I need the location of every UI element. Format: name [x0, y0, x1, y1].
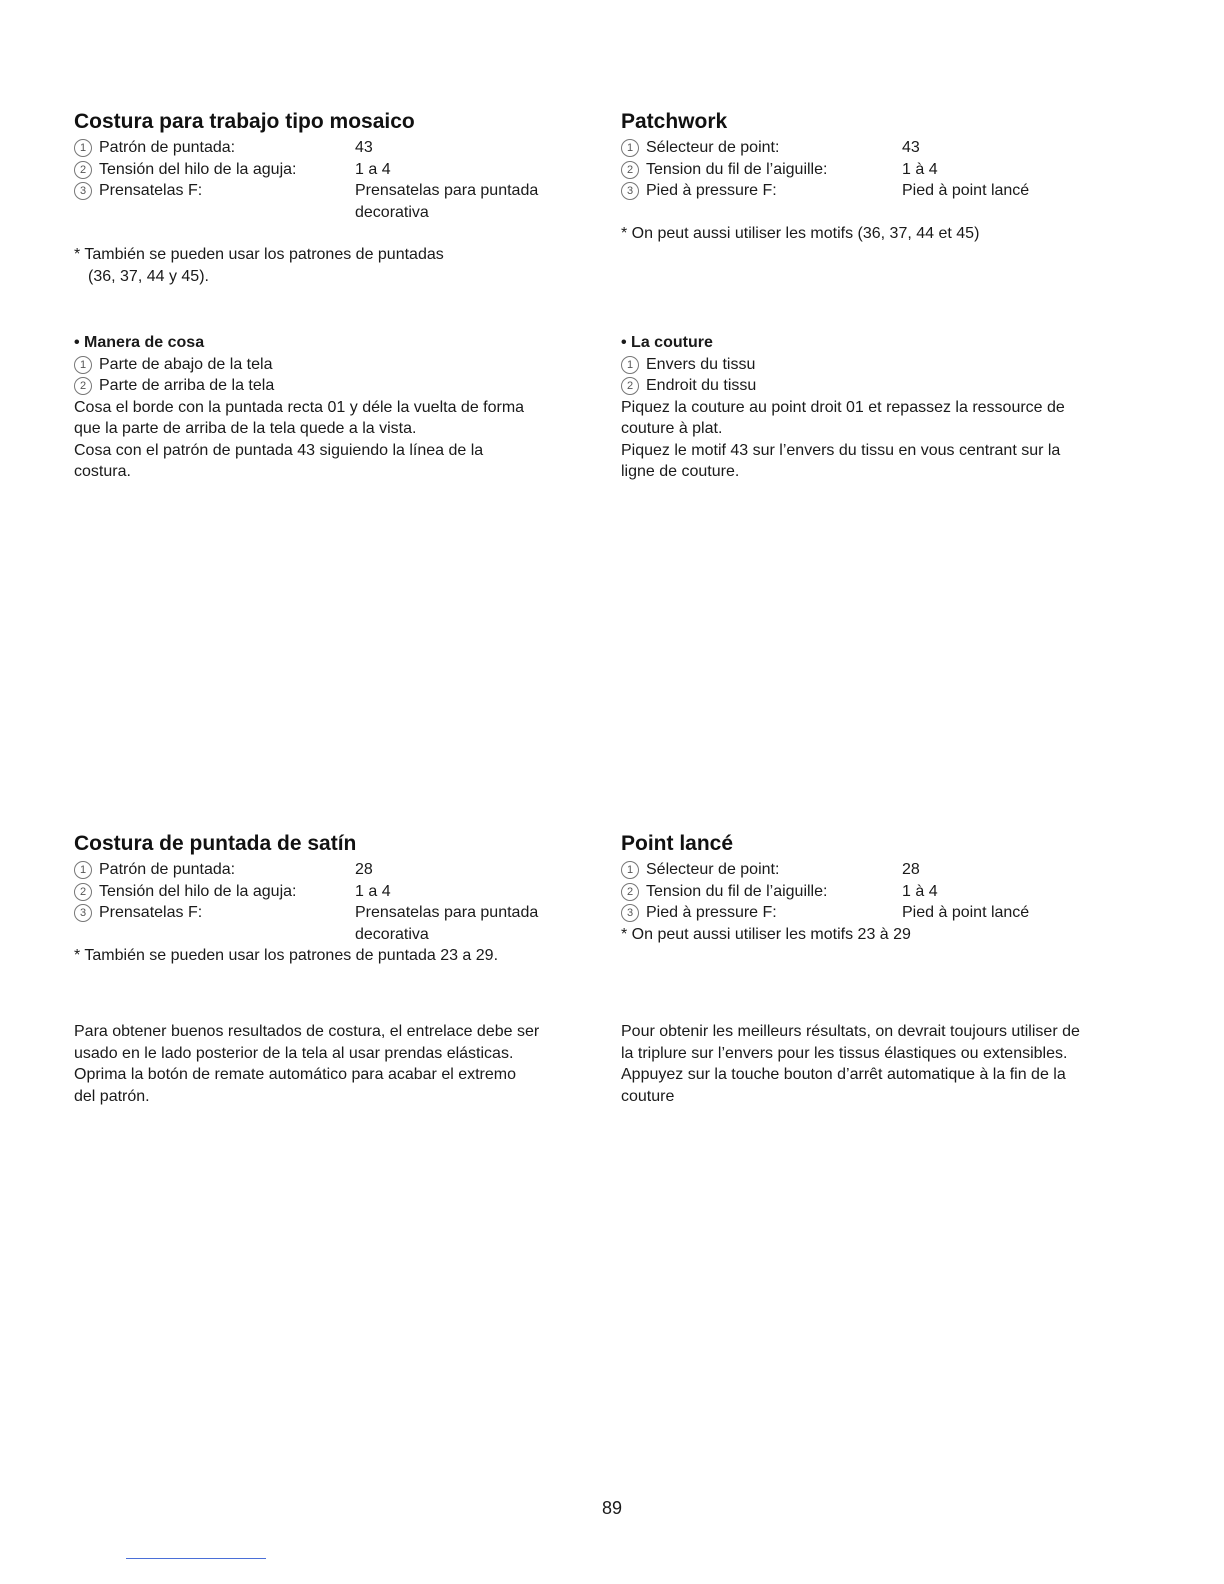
setting-value: 28: [355, 861, 373, 878]
section-manera: [74, 332, 604, 483]
setting-label: Tensión del hilo de la aguja:: [99, 160, 297, 178]
body-line: la triplure sur l’envers pour les tissus élastiques ou extensibles.: [621, 1044, 1068, 1062]
note: * On peut aussi utiliser les motifs (36, 37, 44 et 45): [621, 224, 980, 242]
setting-row: [74, 859, 604, 881]
setting-label: Sélecteur de point:: [646, 139, 780, 156]
circled-number: 2: [74, 883, 92, 901]
body-line: Pour obtenir les meilleurs résultats, on devrait toujours utiliser de: [621, 1023, 1080, 1040]
body-line: del patrón.: [74, 1087, 150, 1105]
circled-number: 2: [74, 377, 92, 395]
setting-value: Pied à point lancé: [902, 904, 1030, 921]
list-item: [621, 375, 1151, 397]
section-title: Costura de puntada de satín: [74, 832, 357, 855]
list-item: [74, 375, 604, 397]
subheading: • La couture: [621, 334, 713, 351]
note-continued: (36, 37, 44 y 45).: [88, 267, 209, 285]
setting-label: Pied à pressure F:: [646, 904, 777, 921]
setting-row: [74, 902, 604, 945]
note: * También se pueden usar los patrones de puntada 23 a 29.: [74, 947, 499, 964]
setting-row: [621, 159, 1151, 181]
setting-label: Prensatelas F:: [99, 182, 203, 199]
setting-value: 1 à 4: [902, 160, 938, 178]
section-mosaico: [74, 110, 604, 287]
note: * También se pueden usar los patrones de puntadas: [74, 246, 444, 263]
footer-rule: [126, 1558, 266, 1559]
setting-row: [621, 881, 1151, 903]
paragraph-es: [74, 1021, 599, 1107]
body-line: couture à plat.: [621, 420, 723, 437]
circled-number: 2: [621, 377, 639, 395]
circled-number: 2: [621, 161, 639, 179]
note: * On peut aussi utiliser les motifs 23 à 29: [621, 925, 911, 943]
circled-number: 1: [74, 356, 92, 374]
setting-label: Tensión del hilo de la aguja:: [99, 882, 297, 900]
circled-number: 3: [621, 904, 639, 922]
setting-value: 43: [902, 139, 920, 156]
section-couture: [621, 332, 1151, 483]
body-line: Cosa el borde con la puntada recta 01 y déle la vuelta de forma: [74, 398, 525, 416]
body-line: Appuyez sur la touche bouton d’arrêt automatique à la fin de la: [621, 1066, 1066, 1083]
page-number: 89: [601, 1498, 623, 1518]
setting-label: Tension du fil de l’aiguille:: [646, 882, 828, 900]
section-point-lance: [621, 832, 1151, 945]
setting-row: [74, 159, 604, 181]
body-line: Piquez la couture au point droit 01 et repassez la ressource de: [621, 398, 1065, 416]
circled-number: 1: [621, 139, 639, 157]
section-patchwork: [621, 110, 1151, 244]
list-item-text: Endroit du tissu: [646, 377, 757, 394]
setting-value: Prensatelas para puntada decorativa: [355, 182, 539, 221]
subheading: • Manera de cosa: [74, 334, 205, 351]
setting-row: [621, 902, 1151, 924]
setting-label: Prensatelas F:: [99, 904, 203, 921]
setting-row: [621, 180, 1151, 202]
circled-number: 1: [74, 861, 92, 879]
body-line: Cosa con el patrón de puntada 43 siguiendo la línea de la: [74, 441, 484, 459]
setting-label: Sélecteur de point:: [646, 861, 780, 878]
body-line: usado en le lado posterior de la tela al usar prendas elásticas.: [74, 1044, 514, 1062]
list-item-text: Envers du tissu: [646, 355, 756, 373]
circled-number: 1: [74, 139, 92, 157]
setting-value: Prensatelas para puntada decorativa: [355, 904, 539, 943]
setting-value: 1 a 4: [355, 882, 391, 900]
body-line: Oprima la botón de remate automático para acabar el extremo: [74, 1066, 517, 1083]
section-title: Point lancé: [621, 832, 734, 855]
circled-number: 3: [74, 904, 92, 922]
setting-row: [74, 137, 604, 159]
setting-row: [621, 137, 1151, 159]
setting-label: Tension du fil de l’aiguille:: [646, 160, 828, 178]
setting-value: 1 à 4: [902, 882, 938, 900]
section-title: Patchwork: [621, 110, 728, 133]
circled-number: 2: [621, 883, 639, 901]
setting-label: Patrón de puntada:: [99, 139, 236, 156]
circled-number: 3: [621, 182, 639, 200]
circled-number: 1: [621, 356, 639, 374]
setting-label: Patrón de puntada:: [99, 861, 236, 878]
setting-value: Pied à point lancé: [902, 182, 1030, 199]
setting-value: 1 a 4: [355, 160, 391, 178]
setting-row: [74, 180, 604, 223]
list-item-text: Parte de abajo de la tela: [99, 355, 273, 373]
list-item-text: Parte de arriba de la tela: [99, 377, 275, 394]
body-line: Piquez le motif 43 sur l’envers du tissu en vous centrant sur la: [621, 441, 1061, 459]
body-line: ligne de couture.: [621, 463, 740, 480]
body-line: Para obtener buenos resultados de costura, el entrelace debe ser: [74, 1023, 540, 1040]
body-line: couture: [621, 1087, 675, 1105]
setting-label: Pied à pressure F:: [646, 182, 777, 199]
body-line: costura.: [74, 463, 131, 480]
setting-value: 28: [902, 861, 920, 878]
section-satin: [74, 832, 604, 967]
circled-number: 3: [74, 182, 92, 200]
setting-row: [621, 859, 1151, 881]
list-item: [74, 354, 604, 376]
paragraph-fr: [621, 1021, 1161, 1107]
setting-row: [74, 881, 604, 903]
section-title: Costura para trabajo tipo mosaico: [74, 110, 415, 133]
list-item: [621, 354, 1151, 376]
setting-value: 43: [355, 139, 373, 156]
circled-number: 2: [74, 161, 92, 179]
body-line: que la parte de arriba de la tela quede a la vista.: [74, 420, 417, 437]
circled-number: 1: [621, 861, 639, 879]
